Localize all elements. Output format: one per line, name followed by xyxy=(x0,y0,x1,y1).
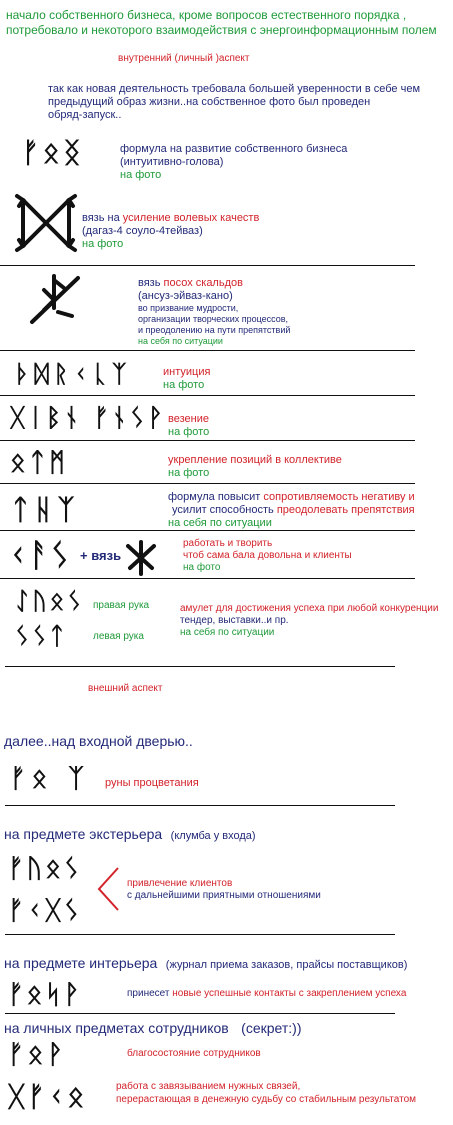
interior-highlight: новые успешные контакты с закреплением успеха xyxy=(172,988,407,999)
s2-highlight: усиление волевых качеств xyxy=(122,212,260,224)
s1-line-1: формула на развитие собственного бизнеса xyxy=(120,143,348,155)
exterior-paren: (клумба у входа) xyxy=(170,830,256,842)
s9-line-1: амулет для достижения успеха при любой конкуренции xyxy=(180,603,439,614)
rune-wellbeing: ᚠᛟᚹ xyxy=(8,1040,67,1070)
bindrune-will-icon xyxy=(15,192,77,254)
s3-line-6: на себя по ситуации xyxy=(138,336,223,346)
s5-line-2: на фото xyxy=(168,426,210,438)
s4-line-2: на фото xyxy=(163,379,205,391)
divider xyxy=(0,440,415,441)
s3-line-3: во призвание мудрости, xyxy=(138,303,239,313)
rune-resistance: ᛏᚺᛉ xyxy=(12,493,81,526)
s3-highlight: посох скальдов xyxy=(163,277,243,289)
divider xyxy=(0,530,415,531)
rune-team: ᛟᛏᛗ xyxy=(10,448,69,478)
interior-heading-row xyxy=(4,955,407,973)
intro-desc-2: предыдущий образ жизни..на собственное фото был проведен xyxy=(48,96,371,108)
intro-line-1: начало собственного бизнеса, кроме вопросов естественного порядка , xyxy=(6,8,407,22)
s9-left-hand: левая рука xyxy=(93,631,144,642)
interior-prefix: принесет xyxy=(127,988,173,999)
s8-plus-label: + вязь xyxy=(80,548,122,563)
s8-line-2: чтоб сама бала довольна и клиенты xyxy=(183,550,352,561)
s5-line-1: везение xyxy=(168,413,209,425)
s9-right-hand: правая рука xyxy=(93,600,150,611)
rune-amulet-right: ᛇᚢᛟᛊ xyxy=(15,587,85,615)
inner-aspect-label: внутренний (личный )аспект xyxy=(118,53,250,64)
s1-line-3: на фото xyxy=(120,169,162,181)
exterior-line-1: привлечение клиентов xyxy=(127,878,233,889)
rune-connections: ᚷᚠᚲᛟ xyxy=(8,1080,88,1113)
s3-line-5: и преодолению на пути препятствий xyxy=(138,325,291,335)
divider xyxy=(0,395,415,396)
s2-line-3: на фото xyxy=(82,238,124,250)
rune-clients-1: ᚠᚢᛟᛊ xyxy=(8,854,83,884)
s2-line-1 xyxy=(82,212,259,225)
s2-prefix: вязь на xyxy=(82,212,123,224)
door-heading: далее..над входной дверью.. xyxy=(4,733,193,749)
rune-intuition: ᚦᛞᚱᚲᚳᛉ xyxy=(15,360,132,388)
divider xyxy=(0,578,415,579)
s3-line-4: организации творческих процессов, xyxy=(138,314,289,324)
rune-prosperity: ᚠᛟ ᛉ xyxy=(10,764,90,794)
bracket-icon xyxy=(96,866,120,912)
divider xyxy=(5,805,395,806)
divider xyxy=(5,666,395,667)
door-label: руны процветания xyxy=(105,777,199,789)
s8-line-3: на фото xyxy=(183,562,221,573)
s9-line-2: тендер, выставки..и пр. xyxy=(180,615,289,626)
s3-prefix: вязь xyxy=(138,277,164,289)
divider xyxy=(5,1013,395,1014)
s7-highlight-1: сопротивляемость негативу и xyxy=(263,491,415,503)
s7-prefix-2: усилит способность xyxy=(172,504,277,516)
intro-desc-3: обряд-запуск.. xyxy=(48,109,122,121)
staff-heading: на личных предметах сотрудников xyxy=(4,1020,229,1036)
interior-line-1 xyxy=(127,988,406,1000)
s7-prefix-1: формула повысит xyxy=(168,491,264,503)
intro-line-2: потребовало и некоторого взаимодействия с энергоинформационным полем xyxy=(6,23,437,37)
s6-line-2: на фото xyxy=(168,467,210,479)
exterior-heading: на предмете экстерьера xyxy=(4,826,163,842)
s3-line-1 xyxy=(138,277,243,290)
s7-highlight-2: преодолевать препятствия xyxy=(276,504,415,516)
s7-line-1 xyxy=(168,491,415,504)
outer-aspect-label: внешний аспект xyxy=(88,683,163,694)
divider xyxy=(0,350,415,351)
divider xyxy=(0,265,415,266)
bindrune-work-icon xyxy=(124,538,158,576)
rune-contacts: ᚠᛟᛋᚹ xyxy=(8,980,83,1010)
s1-line-2: (интуитивно-голова) xyxy=(120,156,224,168)
s9-line-3: на себя по ситуации xyxy=(180,627,275,638)
rune-creative-work: ᚲᚨᛊ xyxy=(8,536,72,574)
s4-line-1: интуиция xyxy=(163,366,211,378)
rune-amulet-left: ᛊᛊᛏ xyxy=(15,622,68,650)
staff-secret: (секрет:)) xyxy=(241,1020,302,1036)
s6-line-1: укрепление позиций в коллективе xyxy=(168,454,342,466)
staff-heading-row xyxy=(4,1020,301,1038)
divider xyxy=(0,483,415,484)
interior-paren: (журнал приема заказов, прайсы поставщиков) xyxy=(165,959,408,971)
rune-formula-business: ᚠᛟᛝ xyxy=(22,136,85,169)
bindrune-staff-icon xyxy=(28,272,82,326)
s2-line-2: (дагаз-4 соуло-4тейваз) xyxy=(82,225,203,237)
exterior-line-2: с дальнейшими приятными отношениями xyxy=(127,890,321,901)
interior-heading: на предмете интерьера xyxy=(4,955,158,971)
staff-line-1: работа с завязыванием нужных связей, xyxy=(116,1081,301,1092)
intro-desc-1: так как новая деятельность требовала большей уверенности в себе чем xyxy=(48,83,421,95)
staff-label-1: благосостояние сотрудников xyxy=(127,1048,261,1059)
divider xyxy=(5,934,395,935)
exterior-heading-row xyxy=(4,826,256,844)
rune-luck: ᚷᛁᛒᚾ ᚠᚾᛊᚹ xyxy=(10,403,166,432)
s3-line-2: (ансуз-эйваз-кано) xyxy=(138,290,233,302)
s7-line-2 xyxy=(172,504,415,517)
rune-clients-2: ᚠᚲᚷᛊ xyxy=(8,896,83,926)
s7-line-3: на себя по ситуации xyxy=(168,517,272,529)
s8-line-1: работать и творить xyxy=(183,538,273,549)
staff-line-2: перерастающая в денежную судьбу со стабильным результатом xyxy=(116,1094,417,1105)
